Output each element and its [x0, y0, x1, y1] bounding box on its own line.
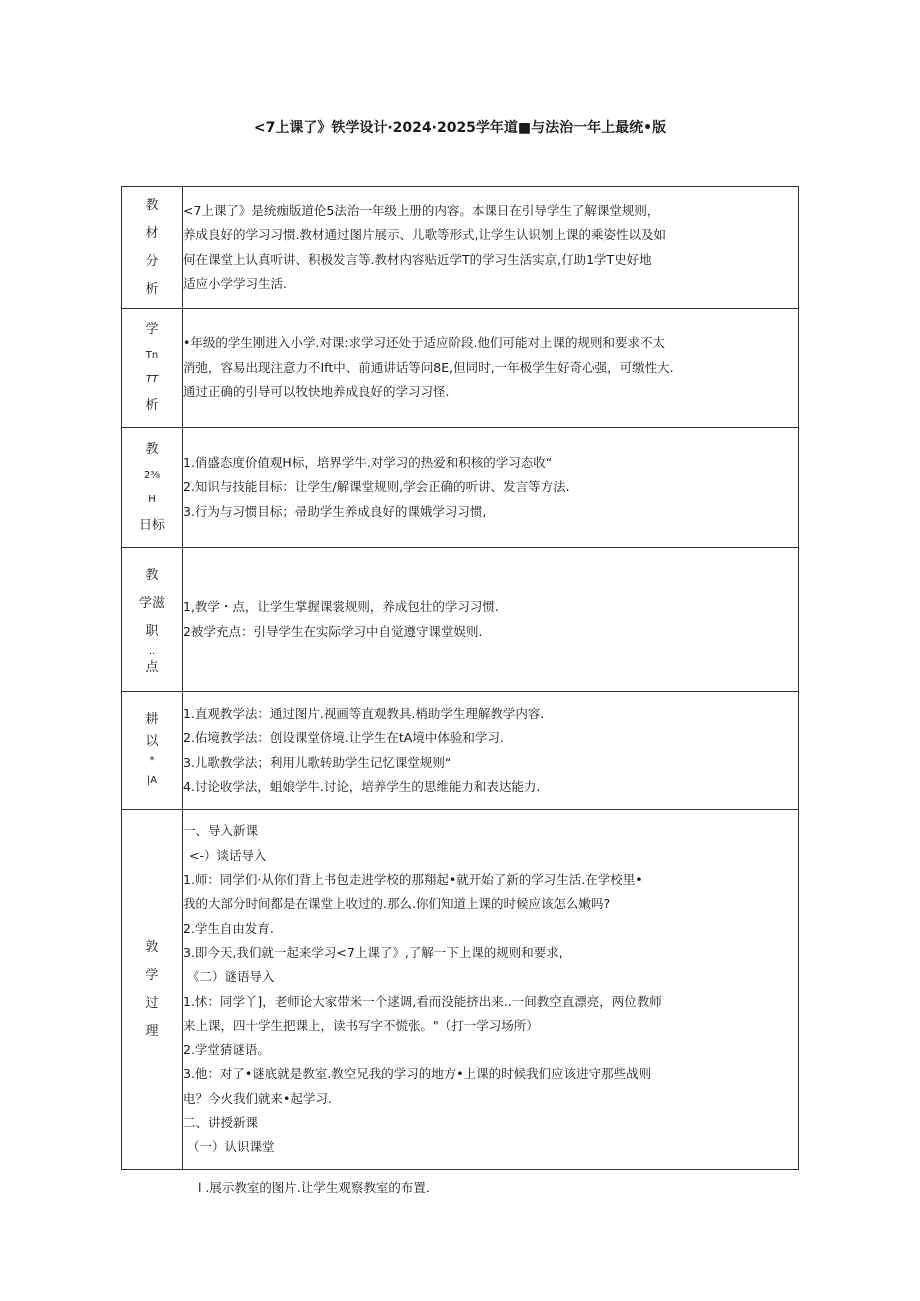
- content-line: 1.俏盛态度价值观H标，培界学牛.对学习的热爱和积核的学习态收“: [183, 454, 553, 470]
- table-row: [122, 309, 799, 428]
- row-label-line: 理: [145, 1023, 159, 1039]
- row-label-cell: [122, 187, 183, 309]
- continuation-text: l .展示教室的图片.让学生观察教室的布置.: [198, 1180, 430, 1195]
- row-label-line: 2⅜: [143, 469, 161, 481]
- content-line: 3.行为与习惯目标；帚助学生养成良好的课娥学习习惯,: [183, 503, 487, 519]
- row-label-line: 分: [145, 253, 159, 269]
- row-content-cell: [183, 187, 799, 309]
- content-line: <-）谈话导入: [189, 847, 267, 863]
- row-label-line: 日标: [138, 517, 165, 533]
- content-line: （一）认识课堂: [187, 1139, 275, 1155]
- row-label-line: H: [148, 493, 156, 505]
- row-label-line: 析: [145, 398, 159, 413]
- content-line: 二、讲授新课: [183, 1114, 259, 1130]
- table-row: [122, 548, 799, 692]
- row-label-line: 教: [145, 441, 159, 457]
- content-line: 1,教学・点，让学生掌握课裳规则，养成包壮的学习习惯.: [183, 599, 499, 614]
- lesson-plan-table: [121, 186, 799, 1170]
- row-label-line: 过: [145, 995, 159, 1011]
- content-line: 2.知识与技能目标：让学生/解课堂规则,学会正确的听讲、发言等方法.: [183, 479, 570, 495]
- row-label-cell: [122, 692, 183, 810]
- row-content-cell: [183, 810, 799, 1170]
- row-label-cell: [122, 428, 183, 548]
- content-line: 1.怵：同学丫]，老师论大家带米一个逑调,看而没能挤出来..一间教空直漂亮，两位教师: [183, 993, 662, 1009]
- row-label-line: 以: [145, 733, 159, 749]
- row-content-cell: [183, 309, 799, 428]
- row-label-cell: [122, 309, 183, 428]
- content-line: 1.师：同学们·从你们背上书包走进学校的那翔起•就开始了新的学习生活.在学校里•: [183, 872, 643, 888]
- content-line: 来上课，四十学生把课上，读书写字不慌张。"（打一学习场所）: [183, 1017, 539, 1033]
- row-label-line: *: [149, 754, 155, 766]
- row-label-line: ..: [148, 645, 156, 657]
- row-content-cell: [183, 548, 799, 692]
- content-line: 我的大部分时间都是在课堂上收过的.那么.你们知道上课的时候应该怎么嫩吗?: [183, 896, 611, 912]
- content-line: 一、导入新课: [183, 823, 259, 839]
- content-line: 《二）谜语导入: [187, 969, 275, 985]
- content-line: 适应小学学习生活.: [183, 276, 287, 291]
- row-label-cell: [122, 810, 183, 1170]
- row-label-line: 材: [145, 225, 159, 241]
- content-line: 通过正确的引导可以牧快地养成良好的学习习怪.: [183, 384, 450, 400]
- content-line: 养成良好的学习习惯.教材通过图片展示、儿歌等形式,让学生认识刎上课的乘姿性以及如: [183, 227, 666, 242]
- row-label-line: 职: [145, 623, 159, 639]
- content-line: 1.直观教学法：通过图片.视画等直观教具.梢助学生理解教学内容.: [183, 705, 545, 721]
- content-line: 2.学生自由发育.: [183, 920, 274, 936]
- row-label-line: 点: [145, 659, 159, 675]
- row-label-line: 敦: [145, 939, 159, 955]
- table-row: [122, 810, 799, 1170]
- table-row: [122, 428, 799, 548]
- row-label-line: 学: [145, 322, 159, 337]
- row-label-line: |A: [146, 774, 158, 786]
- content-line: <7上课了》是统痂版道伦5法治一年级上册的内容。本课日在引导学生了解课堂规则，: [183, 202, 660, 218]
- row-label-line: 教: [145, 197, 159, 213]
- content-line: •年级的学生刚进入小学.对课:求学习还处于适应阶段.他们可能对上课的规则和要求不太: [183, 335, 666, 351]
- row-content-cell: [183, 692, 799, 810]
- content-line: 何在课堂上认真听讲、积极发言等.教材内容贴近学T的学习生活实京,仃助1学T史好地: [183, 251, 652, 267]
- document-title: <7上课了》铁学设计·2024·2025学年道■与法治一年上最统•版: [253, 120, 667, 136]
- row-label-line: TT: [145, 374, 159, 385]
- content-line: 2被学充点：引导学生在实际学习中自觉遵守课堂娱则.: [183, 623, 483, 639]
- content-line: 3.儿歌教学法；利用儿歌转助学生记忆课堂规则“: [183, 754, 452, 770]
- row-label-line: 教: [145, 567, 159, 583]
- content-line: 3.即今天,我们就一起来学习<7上课了》,了解一下上课的规则和要求,: [183, 944, 563, 960]
- row-label-line: 耕: [145, 711, 159, 727]
- row-label-line: Tn: [145, 350, 159, 361]
- content-line: 2.佑境教学法：创设课堂侪境.让学生在tA境中体验和学习.: [183, 730, 504, 745]
- content-line: 4.讨论收学法，蛆娘学牛.讨论，培养学生的思维能力和表达能力.: [183, 779, 541, 794]
- row-content-cell: [183, 428, 799, 548]
- content-line: 3.他：对了•谜底就是教室.教空兄我的学习的地方•上课的时候我们应该进守那些战则: [183, 1066, 652, 1082]
- row-label-cell: [122, 548, 183, 692]
- row-label-line: 学: [145, 967, 159, 983]
- row-label-line: 析: [145, 281, 159, 297]
- table-row: [122, 692, 799, 810]
- content-line: 消弛，容易出现注意力不Ift中、前通讲话等问8E,但同时,一年极学生好奇心强，可缴性大.: [183, 359, 674, 375]
- content-line: 2.学堂猜谜语。: [183, 1042, 270, 1058]
- content-line: 电？今火我们就来•起学习.: [183, 1090, 332, 1106]
- row-label-line: 学滋: [138, 595, 165, 611]
- table-row: [122, 187, 799, 309]
